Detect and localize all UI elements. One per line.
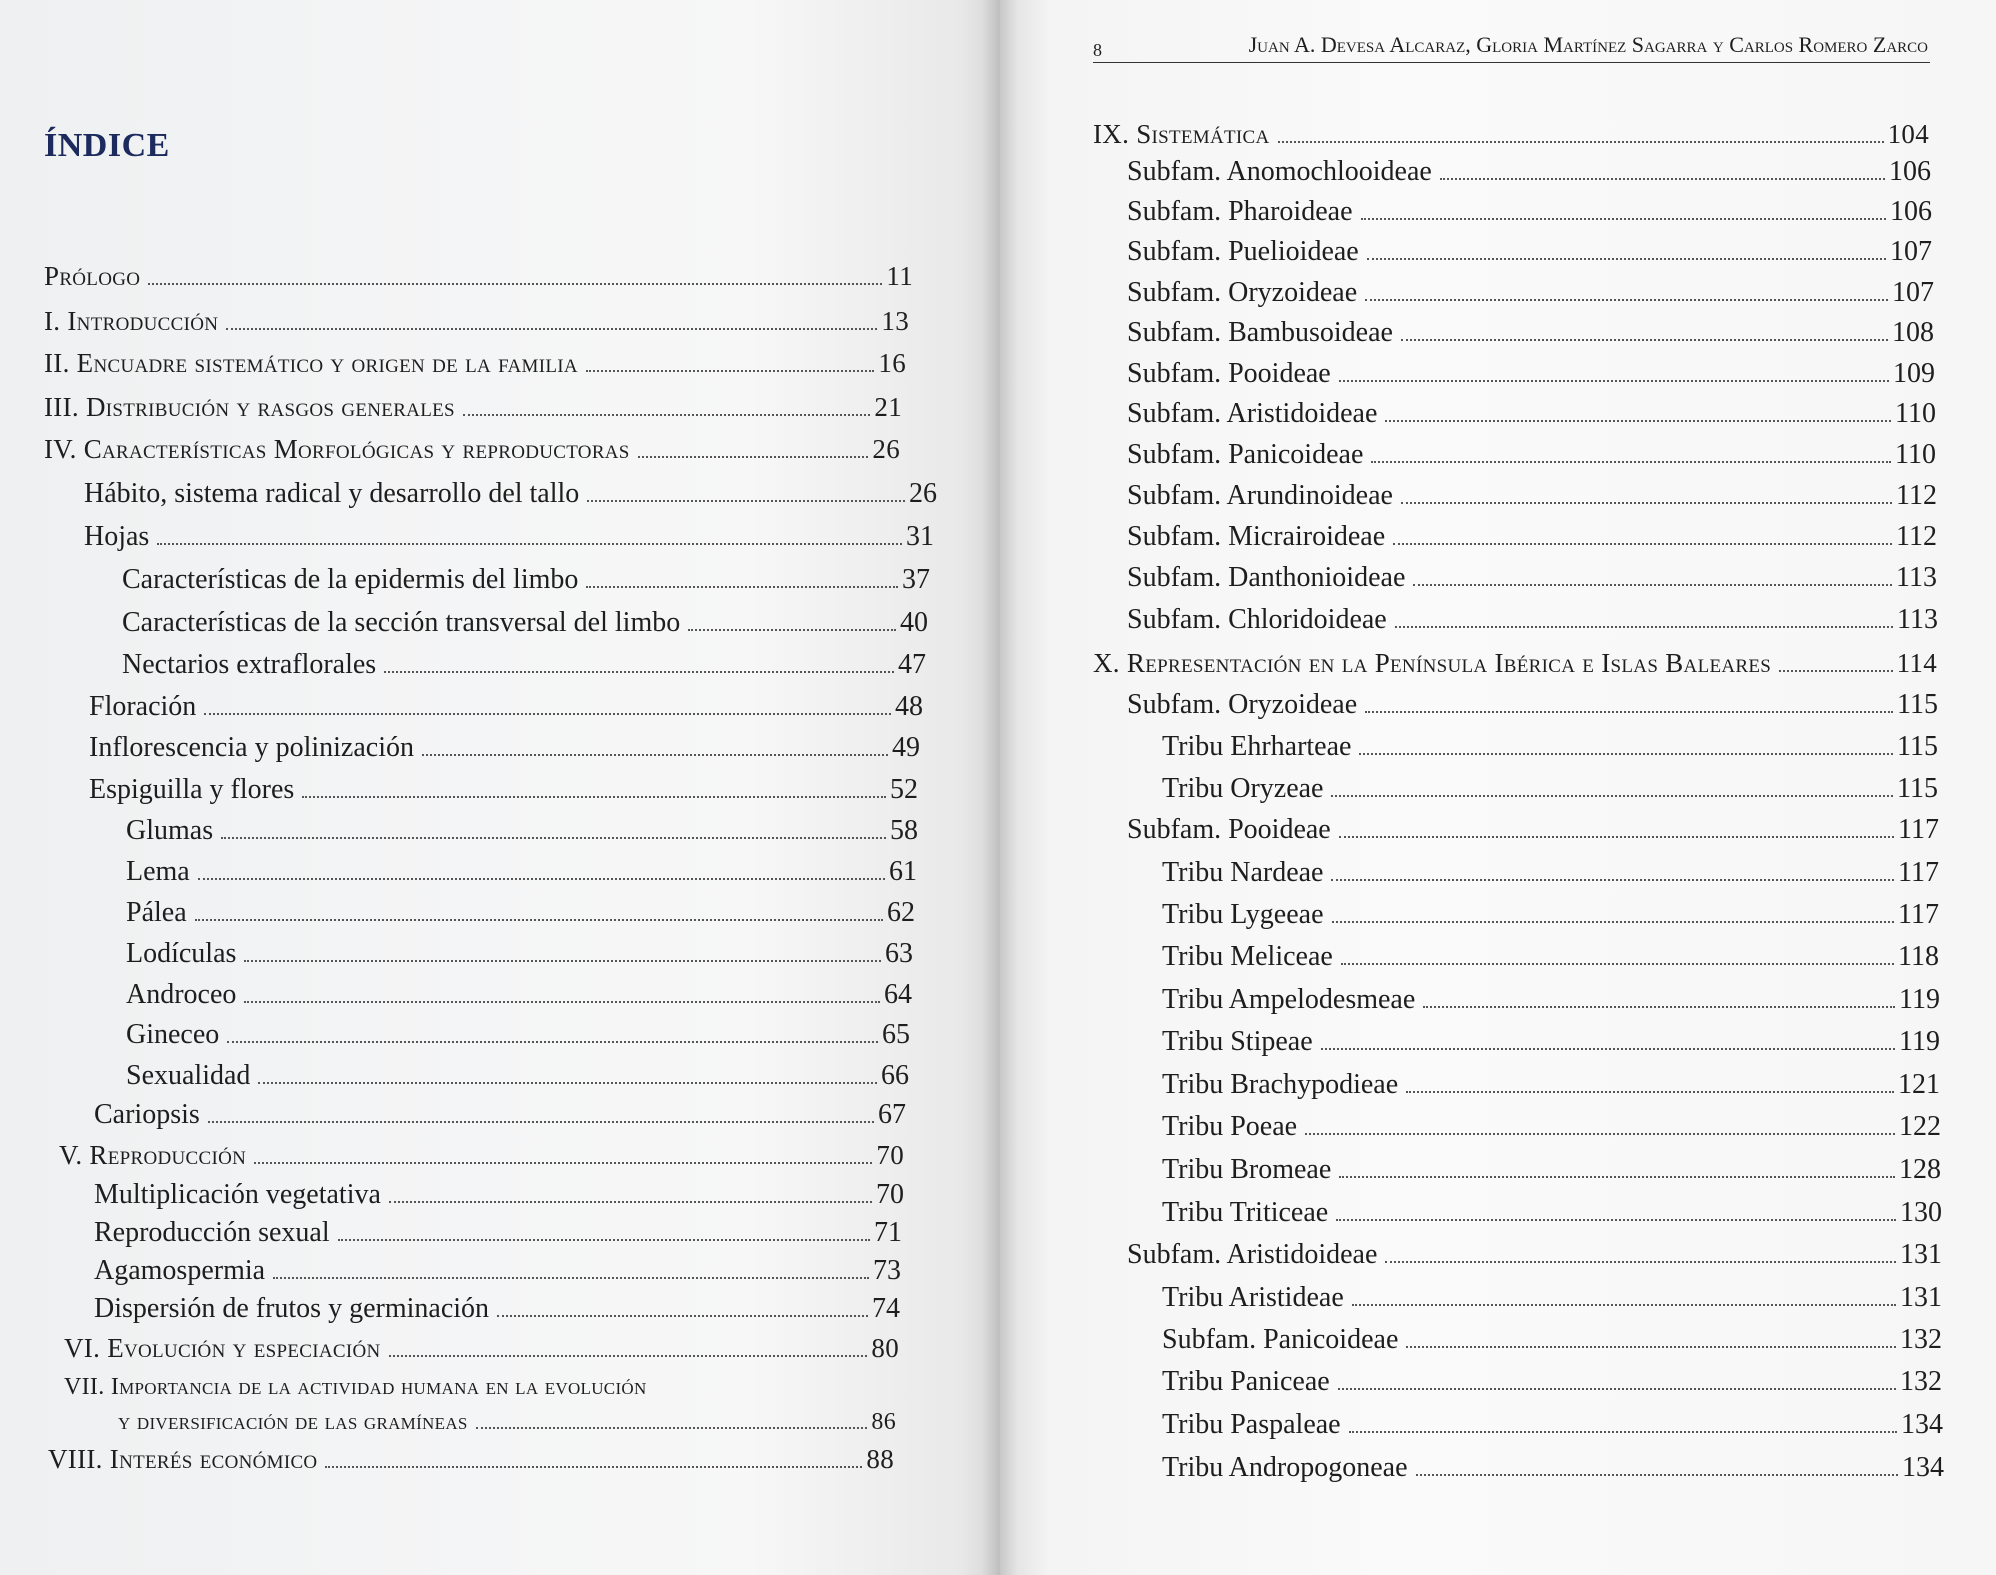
toc-entry-title: Pálea — [126, 897, 187, 928]
toc-right-entry — [1127, 561, 1937, 595]
toc-page-number: 11 — [886, 261, 913, 291]
toc-entry-title: Agamospermia — [94, 1255, 266, 1286]
toc-entry-title: Tribu Aristideae — [1162, 1282, 1344, 1313]
toc-left-entry — [94, 1098, 906, 1132]
dot-leader — [1331, 795, 1893, 797]
toc-entry-title: Tribu Bromeae — [1162, 1154, 1332, 1185]
toc-left-entry — [122, 606, 928, 640]
toc-right-entry — [1162, 856, 1939, 890]
toc-page-number: 80 — [871, 1333, 899, 1363]
toc-entry-title: Tribu Lygeeae — [1162, 899, 1324, 930]
dot-leader — [208, 1121, 874, 1123]
dot-leader — [1385, 1261, 1896, 1263]
toc-page-number: 73 — [873, 1255, 901, 1286]
toc-entry-title: Subfam. Anomochlooideae — [1127, 156, 1432, 187]
toc-entry-title: I. Introducción — [44, 306, 219, 336]
toc-page-number: 128 — [1899, 1154, 1941, 1185]
dot-leader — [1352, 1304, 1896, 1306]
dot-leader — [204, 713, 891, 715]
toc-right-list — [1000, 0, 1996, 1575]
toc-page-number: 70 — [876, 1140, 904, 1170]
toc-right-entry — [1127, 479, 1937, 513]
toc-entry-title: Tribu Brachypodieae — [1162, 1069, 1399, 1100]
toc-entry-title: Subfam. Pharoideae — [1127, 196, 1353, 227]
dot-leader — [1349, 1431, 1897, 1433]
dot-leader — [226, 328, 877, 330]
toc-right-entry — [1162, 1110, 1941, 1144]
dot-leader — [1339, 836, 1894, 838]
dot-leader — [244, 1001, 880, 1003]
dot-leader — [195, 919, 883, 921]
toc-entry-title: Tribu Stipeae — [1162, 1026, 1313, 1057]
toc-entry-title: Sexualidad — [126, 1060, 251, 1091]
dot-leader — [1365, 299, 1888, 301]
toc-right-entry — [1127, 357, 1935, 391]
toc-page-number: 131 — [1900, 1282, 1942, 1313]
dot-leader — [1305, 1133, 1895, 1135]
toc-right-entry — [1162, 1068, 1940, 1102]
dot-leader — [302, 796, 886, 798]
dot-leader — [148, 283, 882, 285]
toc-entry-title: VII. Importancia de la actividad humana en la evolución — [64, 1374, 647, 1400]
dot-leader — [1440, 178, 1885, 180]
toc-left-entry — [48, 1442, 894, 1476]
toc-right-entry — [1162, 1451, 1944, 1485]
toc-page-number: 117 — [1898, 857, 1939, 888]
toc-entry-title: y diversificación de las gramíneas — [118, 1409, 468, 1435]
toc-right-entry — [1162, 1281, 1942, 1315]
toc-left-entry — [89, 773, 918, 807]
toc-left-entry — [126, 814, 918, 848]
toc-page-number: 107 — [1892, 277, 1934, 308]
toc-left-entry — [126, 1018, 910, 1052]
toc-page-number: 26 — [909, 478, 937, 509]
toc-page-number: 115 — [1897, 773, 1938, 804]
toc-right-entry — [1127, 520, 1937, 554]
toc-page-number: 40 — [900, 607, 928, 638]
toc-entry-title: Características de la sección transversal del limbo — [122, 607, 681, 638]
toc-page-number: 37 — [902, 564, 930, 595]
toc-left-entry — [44, 259, 913, 293]
toc-entry-title: Floración — [89, 691, 197, 722]
toc-page-number: 122 — [1899, 1111, 1941, 1142]
toc-entry-title: II. Encuadre sistemático y origen de la familia — [44, 348, 578, 378]
toc-page-number: 131 — [1900, 1239, 1942, 1270]
dot-leader — [1339, 1176, 1895, 1178]
toc-page-number: 106 — [1890, 196, 1932, 227]
dot-leader — [1413, 584, 1892, 586]
toc-page-number: 107 — [1890, 236, 1932, 267]
toc-page-number: 112 — [1896, 480, 1937, 511]
toc-entry-title: VI. Evolución y especiación — [64, 1333, 381, 1363]
toc-page-number: 71 — [874, 1217, 902, 1248]
toc-entry-title: Espiguilla y flores — [89, 774, 295, 805]
toc-entry-title: Glumas — [126, 815, 214, 846]
toc-entry-title: Subfam. Oryzoideae — [1127, 277, 1358, 308]
toc-page-number: 121 — [1898, 1069, 1940, 1100]
toc-page-number: 70 — [876, 1179, 904, 1210]
toc-left-entry — [89, 690, 923, 724]
toc-entry-title: Tribu Paspaleae — [1162, 1409, 1341, 1440]
dot-leader — [1393, 543, 1892, 545]
toc-page-number: 115 — [1897, 731, 1938, 762]
toc-right-entry — [1162, 940, 1939, 974]
dot-leader — [1423, 1006, 1895, 1008]
toc-page-number: 61 — [889, 856, 917, 887]
toc-entry-title: X. Representación en la Península Ibérica e Islas Baleares — [1093, 648, 1772, 678]
toc-entry-title: Subfam. Aristidoideae — [1127, 1239, 1378, 1270]
toc-left-entry — [84, 520, 934, 554]
dot-leader — [389, 1355, 868, 1357]
toc-right-entry — [1162, 1323, 1942, 1357]
toc-page-number: 108 — [1892, 317, 1934, 348]
toc-entry-title: Inflorescencia y polinización — [89, 732, 414, 763]
dot-leader — [586, 586, 898, 588]
toc-entry-title: Características de la epidermis del limbo — [122, 564, 579, 595]
toc-page-number: 74 — [872, 1293, 900, 1324]
toc-page-number: 114 — [1896, 648, 1937, 678]
toc-entry-title: Tribu Paniceae — [1162, 1366, 1330, 1397]
toc-right-entry — [1162, 898, 1939, 932]
toc-right-entry — [1162, 1365, 1942, 1399]
toc-page-number: 88 — [866, 1444, 894, 1474]
toc-entry-title: Subfam. Arundinoideae — [1127, 480, 1393, 511]
toc-entry-title: Subfam. Aristidoideae — [1127, 398, 1378, 429]
toc-left-entry — [94, 1292, 900, 1326]
toc-entry-title: Lema — [126, 856, 190, 887]
toc-page-number: 132 — [1900, 1366, 1942, 1397]
dot-leader — [1321, 1048, 1895, 1050]
toc-left-entry — [126, 896, 915, 930]
toc-entry-title: Multiplicación vegetativa — [94, 1179, 381, 1210]
toc-left-entry — [118, 1405, 896, 1439]
toc-entry-title: Subfam. Chloridoideae — [1127, 604, 1387, 635]
dot-leader — [227, 1041, 878, 1043]
toc-left-entry — [59, 1138, 904, 1172]
toc-left-entry — [126, 1059, 909, 1093]
toc-page-number: 113 — [1897, 604, 1938, 635]
toc-right-entry — [1127, 235, 1932, 269]
page-number: 8 — [1093, 40, 1102, 60]
toc-page-number: 119 — [1899, 1026, 1940, 1057]
toc-page-number: 104 — [1887, 119, 1929, 149]
toc-page-number: 13 — [881, 306, 909, 336]
toc-left-entry — [84, 477, 937, 511]
toc-entry-title: Androceo — [126, 979, 237, 1010]
index-title: ÍNDICE — [44, 126, 170, 164]
toc-page-number: 49 — [892, 732, 920, 763]
toc-entry-title: Prólogo — [44, 261, 141, 291]
toc-entry-title: Gineceo — [126, 1019, 220, 1050]
toc-right-entry — [1127, 438, 1936, 472]
dot-leader — [273, 1277, 869, 1279]
toc-left-entry — [44, 390, 902, 424]
toc-entry-title: Tribu Ehrharteae — [1162, 731, 1352, 762]
toc-right-entry — [1127, 813, 1939, 847]
toc-page-number: 48 — [895, 691, 923, 722]
toc-left-entry — [126, 937, 913, 971]
toc-page-number: 132 — [1900, 1324, 1942, 1355]
toc-left-entry — [44, 346, 906, 380]
dot-leader — [221, 837, 886, 839]
toc-entry-title: III. Distribución y rasgos generales — [44, 392, 455, 422]
toc-page-number: 130 — [1900, 1197, 1942, 1228]
toc-entry-title: Subfam. Pooideae — [1127, 358, 1331, 389]
running-header-authors: Juan A. Devesa Alcaraz, Gloria Martínez Sagarra y Carlos Romero Zarco — [1248, 32, 1928, 57]
toc-page-number: 62 — [887, 897, 915, 928]
dot-leader — [463, 414, 871, 416]
dot-leader — [384, 671, 894, 673]
toc-right-entry — [1127, 397, 1936, 431]
toc-entry-title: Lodículas — [126, 938, 237, 969]
toc-right-entry — [1127, 316, 1934, 350]
toc-page-number: 109 — [1893, 358, 1935, 389]
toc-right-entry — [1127, 1238, 1942, 1272]
dot-leader — [1401, 339, 1888, 341]
toc-page-number: 67 — [878, 1099, 906, 1130]
dot-leader — [1336, 1219, 1896, 1221]
dot-leader — [389, 1201, 872, 1203]
dot-leader — [1367, 258, 1886, 260]
right-page — [1000, 0, 1996, 1575]
dot-leader — [638, 456, 869, 458]
toc-entry-title: Subfam. Oryzoideae — [1127, 689, 1358, 720]
dot-leader — [1365, 711, 1893, 713]
toc-entry-title: Subfam. Micrairoideae — [1127, 521, 1386, 552]
dot-leader — [1278, 141, 1884, 143]
toc-page-number: 112 — [1896, 521, 1937, 552]
dot-leader — [1416, 1474, 1898, 1476]
toc-entry-title: Hojas — [84, 521, 150, 552]
toc-entry-title: Tribu Poeae — [1162, 1111, 1298, 1142]
toc-page-number: 26 — [872, 434, 900, 464]
toc-entry-title: Tribu Triticeae — [1162, 1197, 1329, 1228]
dot-leader — [1359, 753, 1893, 755]
toc-left-entry — [94, 1178, 904, 1212]
dot-leader — [1395, 626, 1893, 628]
toc-entry-title: Subfam. Bambusoideae — [1127, 317, 1393, 348]
dot-leader — [422, 754, 888, 756]
dot-leader — [1406, 1346, 1896, 1348]
toc-page-number: 63 — [885, 938, 913, 969]
toc-entry-title: Dispersión de frutos y germinación — [94, 1293, 490, 1324]
dot-leader — [1341, 963, 1894, 965]
dot-leader — [244, 960, 881, 962]
toc-page-number: 47 — [898, 649, 926, 680]
toc-right-entry — [1162, 772, 1938, 806]
toc-right-entry — [1093, 117, 1929, 151]
dot-leader — [1406, 1091, 1894, 1093]
toc-page-number: 118 — [1898, 941, 1939, 972]
dot-leader — [1339, 380, 1889, 382]
toc-page-number: 110 — [1895, 398, 1936, 429]
toc-right-entry — [1127, 155, 1931, 189]
toc-page-number: 113 — [1896, 562, 1937, 593]
dot-leader — [254, 1162, 872, 1164]
toc-left-entry — [126, 978, 912, 1012]
toc-page-number: 115 — [1897, 689, 1938, 720]
toc-entry-title: IV. Características Morfológicas y reproductoras — [44, 434, 630, 464]
dot-leader — [1401, 502, 1892, 504]
toc-entry-title: Reproducción sexual — [94, 1217, 330, 1248]
toc-page-number: 16 — [878, 348, 906, 378]
toc-left-entry — [89, 731, 920, 765]
toc-page-number: 21 — [874, 392, 902, 422]
toc-left-entry — [126, 855, 917, 889]
toc-right-entry — [1093, 646, 1937, 680]
toc-left-entry — [122, 563, 930, 597]
toc-entry-title: Tribu Meliceae — [1162, 941, 1333, 972]
toc-page-number: 58 — [890, 815, 918, 846]
toc-entry-title: Subfam. Puelioideae — [1127, 236, 1359, 267]
toc-page-number: 66 — [881, 1060, 909, 1091]
dot-leader — [688, 629, 896, 631]
toc-entry-title: IX. Sistemática — [1093, 119, 1270, 149]
toc-entry-title: Subfam. Danthonioideae — [1127, 562, 1406, 593]
toc-page-number: 119 — [1899, 984, 1940, 1015]
dot-leader — [1331, 879, 1894, 881]
dot-leader — [258, 1082, 877, 1084]
toc-page-number: 86 — [871, 1409, 896, 1435]
toc-entry-title: Tribu Andropogoneae — [1162, 1452, 1408, 1483]
toc-left-entry — [94, 1254, 901, 1288]
dot-leader — [1332, 921, 1895, 923]
toc-entry-title: VIII. Interés económico — [48, 1444, 318, 1474]
toc-page-number: 106 — [1889, 156, 1931, 187]
toc-right-entry — [1162, 730, 1938, 764]
toc-right-entry — [1162, 1196, 1942, 1230]
toc-page-number: 134 — [1901, 1409, 1943, 1440]
toc-right-entry — [1127, 276, 1934, 310]
dot-leader — [1371, 461, 1891, 463]
toc-left-entry — [44, 304, 909, 338]
toc-page-number: 117 — [1898, 814, 1939, 845]
toc-entry-title: Subfam. Panicoideae — [1162, 1324, 1399, 1355]
dot-leader — [198, 878, 885, 880]
dot-leader — [1385, 420, 1891, 422]
toc-page-number: 110 — [1895, 439, 1936, 470]
toc-entry-title: Subfam. Pooideae — [1127, 814, 1331, 845]
toc-entry-title: Subfam. Panicoideae — [1127, 439, 1364, 470]
dot-leader — [587, 500, 905, 502]
toc-page-number: 117 — [1898, 899, 1939, 930]
toc-right-entry — [1162, 983, 1940, 1017]
dot-leader — [1338, 1388, 1896, 1390]
toc-page-number: 31 — [906, 521, 934, 552]
toc-entry-title: Tribu Oryzeae — [1162, 773, 1324, 804]
dot-leader — [1779, 670, 1892, 672]
toc-left-entry — [122, 648, 926, 682]
toc-right-entry — [1127, 195, 1932, 229]
toc-page-number: 64 — [884, 979, 912, 1010]
toc-right-entry — [1127, 688, 1938, 722]
toc-right-entry — [1127, 603, 1938, 637]
toc-page-number: 134 — [1902, 1452, 1944, 1483]
toc-entry-title: Cariopsis — [94, 1099, 200, 1130]
toc-right-entry — [1162, 1408, 1943, 1442]
toc-left-entry — [64, 1331, 899, 1365]
toc-left-entry — [44, 432, 900, 466]
toc-right-entry — [1162, 1025, 1940, 1059]
toc-entry-title: Tribu Nardeae — [1162, 857, 1324, 888]
dot-leader — [338, 1239, 870, 1241]
dot-leader — [157, 543, 902, 545]
toc-entry-title: Hábito, sistema radical y desarrollo del tallo — [84, 478, 580, 509]
toc-entry-title: Tribu Ampelodesmeae — [1162, 984, 1416, 1015]
dot-leader — [586, 370, 874, 372]
toc-entry-title: Nectarios extraflorales — [122, 649, 377, 680]
toc-page-number: 65 — [882, 1019, 910, 1050]
toc-entry-title: V. Reproducción — [59, 1140, 247, 1170]
dot-leader — [476, 1427, 868, 1429]
dot-leader — [497, 1315, 868, 1317]
dot-leader — [1361, 218, 1887, 220]
toc-left-entry — [64, 1370, 647, 1404]
toc-page-number: 52 — [890, 774, 918, 805]
dot-leader — [325, 1466, 862, 1468]
toc-right-entry — [1162, 1153, 1941, 1187]
toc-left-entry — [94, 1216, 902, 1250]
